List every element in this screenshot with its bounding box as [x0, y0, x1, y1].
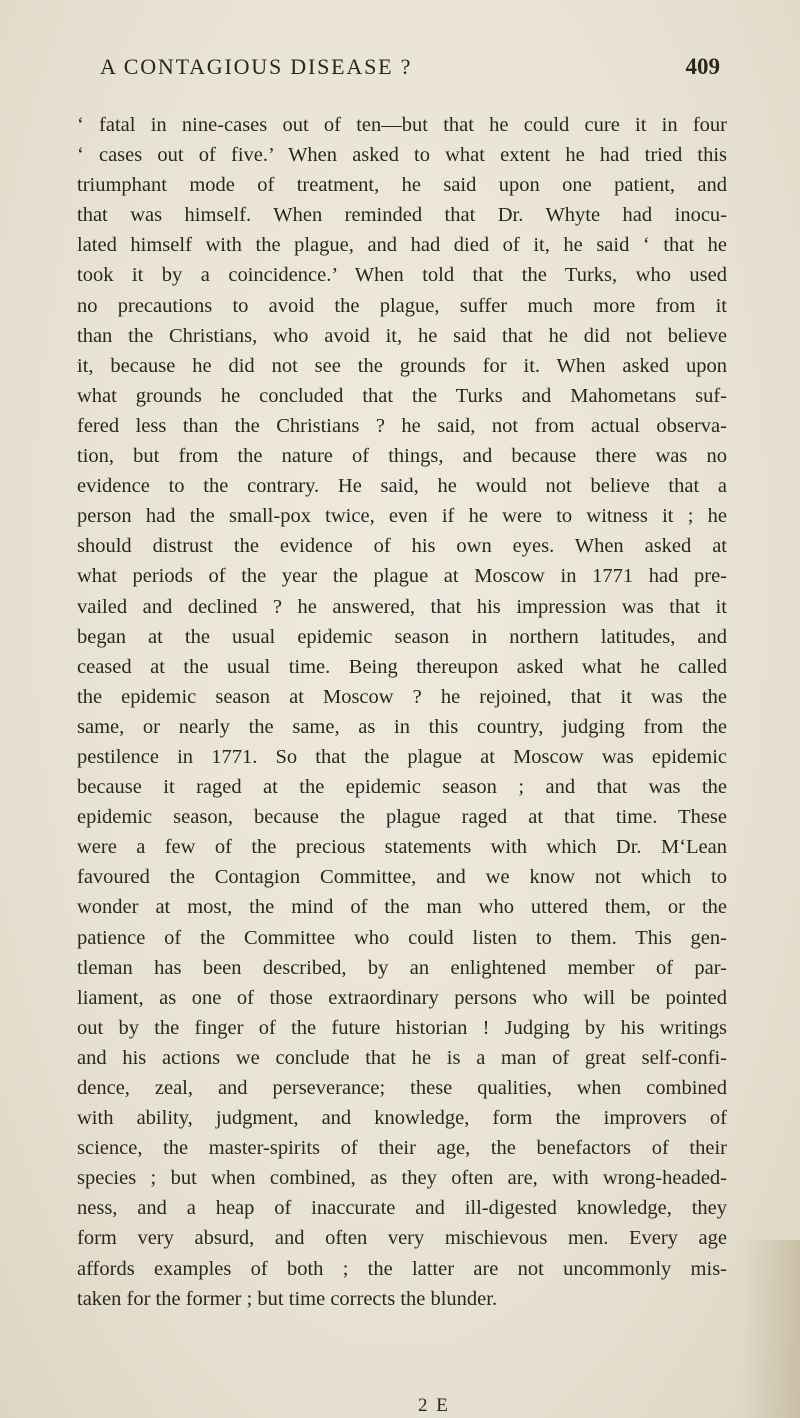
text-line: pestilence in 1771. So that the plague at Moscow was epidemic — [77, 745, 727, 768]
page-edge-shadow — [740, 1240, 800, 1418]
text-line: what periods of the year the plague at Moscow in 1771 had pre- — [77, 565, 727, 588]
text-line: liament, as one of those extraordinary persons who will be pointed — [77, 986, 727, 1009]
text-line: affords examples of both ; the latter are not uncommonly mis- — [77, 1257, 727, 1280]
page-header — [100, 54, 720, 88]
text-line: wonder at most, the mind of the man who uttered them, or the — [77, 896, 727, 919]
text-line: took it by a coincidence.’ When told that the Turks, who used — [77, 264, 727, 287]
signature-mark: 2 E — [418, 1395, 450, 1416]
running-head: A CONTAGIOUS DISEASE ? — [100, 54, 413, 79]
text-line: epidemic season, because the plague raged at that time. These — [77, 806, 727, 829]
text-line: than the Christians, who avoid it, he said that he did not believe — [77, 324, 727, 347]
text-line: it, because he did not see the grounds for it. When asked upon — [77, 354, 727, 377]
text-line: vailed and declined ? he answered, that his impression was that it — [77, 595, 727, 618]
text-line: ‘ fatal in nine-cases out of ten—but that he could cure it in four — [77, 114, 727, 136]
text-line: ‘ cases out of five.’ When asked to what extent he had tried this — [77, 144, 727, 167]
text-line: should distrust the evidence of his own eyes. When asked at — [77, 535, 727, 558]
text-line: triumphant mode of treatment, he said upon one patient, and — [77, 174, 727, 197]
text-line: form very absurd, and often very mischievous men. Every age — [77, 1227, 727, 1250]
text-line: taken for the former ; but time corrects the blunder. — [77, 1287, 498, 1310]
text-line: that was himself. When reminded that Dr. Whyte had inocu- — [77, 204, 727, 227]
text-line: no precautions to avoid the plague, suffer much more from it — [77, 294, 727, 317]
text-line: lated himself with the plague, and had died of it, he said ‘ that he — [77, 234, 727, 257]
text-line: ceased at the usual time. Being thereupon asked what he called — [77, 655, 727, 678]
text-line: tleman has been described, by an enlightened member of par- — [77, 956, 727, 979]
text-line: with ability, judgment, and knowledge, form the improvers of — [77, 1107, 727, 1130]
text-line: out by the finger of the future historian ! Judging by his writings — [77, 1016, 727, 1039]
text-line: and his actions we conclude that he is a man of great self-confi- — [77, 1046, 727, 1069]
text-line: were a few of the precious statements with which Dr. M‘Lean — [77, 836, 727, 859]
text-line: same, or nearly the same, as in this country, judging from the — [77, 715, 727, 738]
page-number: 409 — [685, 54, 720, 79]
text-line: science, the master-spirits of their age, the benefactors of their — [77, 1137, 727, 1160]
text-line: the epidemic season at Moscow ? he rejoined, that it was the — [77, 685, 727, 708]
text-line: evidence to the contrary. He said, he would not believe that a — [77, 475, 727, 498]
body-text — [77, 110, 727, 1314]
text-line: person had the small-pox twice, even if he were to witness it ; he — [77, 505, 727, 528]
text-line: species ; but when combined, as they often are, with wrong-headed- — [77, 1167, 727, 1190]
text-line: dence, zeal, and perseverance; these qualities, when combined — [77, 1077, 727, 1099]
text-line: tion, but from the nature of things, and because there was no — [77, 445, 727, 468]
text-line: began at the usual epidemic season in northern latitudes, and — [77, 625, 727, 648]
text-line: because it raged at the epidemic season ; and that was the — [77, 776, 727, 799]
text-line: favoured the Contagion Committee, and we know not which to — [77, 866, 727, 889]
text-line: what grounds he concluded that the Turks and Mahometans suf- — [77, 384, 727, 407]
text-line: ness, and a heap of inaccurate and ill-digested knowledge, they — [77, 1197, 727, 1220]
text-line: fered less than the Christians ? he said, not from actual observa- — [77, 414, 727, 437]
text-line: patience of the Committee who could listen to them. This gen- — [77, 926, 727, 949]
